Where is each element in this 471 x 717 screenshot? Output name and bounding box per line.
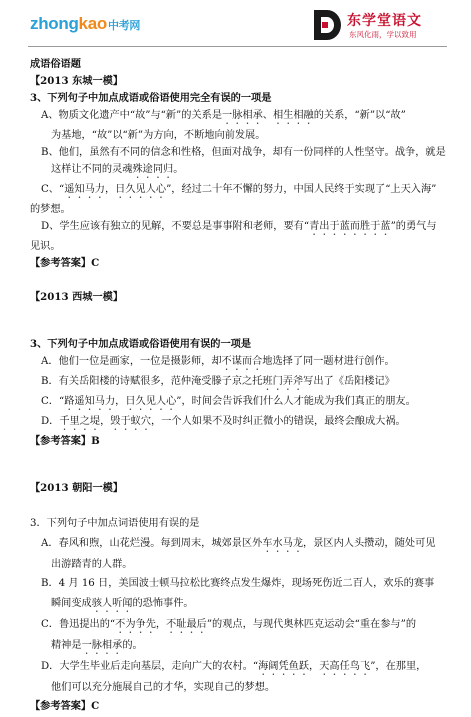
option-b: B、他们，虽然有不同的信念和性格，但面对战争，却有一份同样的人性坚守。战争，就是 (41, 147, 446, 158)
zhongkao-logo[interactable] (30, 14, 140, 34)
option-b: B．4 月 16 日，美国波士顿马拉松比赛终点发生爆炸，现场死伤近二百人，欢乐的赛事 (41, 578, 435, 589)
option-a: A．春风和煦，山花烂漫。每到周末，城郊景区外车水马龙，景区内人头攒动，随处可见 (41, 537, 436, 549)
option-a-cont: 为基地，“故”以“新”为方向，不断地向前发展。 (51, 130, 266, 141)
brand-title: 东学堂语文 (347, 12, 422, 28)
option-a: A、物质文化遗产中“故”与“新”的关系是一脉相承、相生相融的关系，“新”以“故” (41, 110, 406, 121)
question-stem: 3、下列句子中加点成语或俗语使用完全有误的一项是 (30, 92, 272, 104)
header-divider (28, 46, 447, 47)
document-body (30, 56, 448, 717)
option-d-cont: 他们可以充分施展自己的才华，实现自己的梦想。 (51, 681, 276, 693)
brand-slogan: 东风化雨，学以致用 (349, 30, 417, 39)
dongxuetang-logo[interactable] (313, 8, 453, 42)
section-3-body (30, 514, 448, 717)
question-stem: 3、下列句子中加点成语或俗语使用有误的一项是 (30, 338, 252, 350)
option-b: B．有关岳阳楼的诗赋很多，范仲淹受滕子京之托班门弄斧写出了《岳阳楼记》 (41, 376, 395, 387)
logo-word-cn: 中考网 (107, 20, 141, 32)
topic-title: 成语俗语题 (30, 58, 81, 70)
page-header (0, 0, 471, 48)
question-stem: 3．下列句子中加点词语使用有误的是 (30, 518, 200, 529)
answer-key: 【参考答案】C (30, 700, 100, 712)
option-b-cont: 这样让不同的灵魂殊途同归。 (51, 164, 184, 175)
section-heading: 【2013 东城一模】 (30, 75, 124, 87)
option-c: C．“路遥知马力，日久见人心”，时间会告诉我们什么人才能成为我们真正的朋友。 (41, 396, 416, 407)
option-d: D、学生应该有独立的见解，不要总是事事附和老师，要有“青出于蓝而胜于蓝”的勇气与 (41, 221, 437, 232)
answer-key: 【参考答案】B (30, 435, 100, 447)
option-a-cont: 出游踏青的人群。 (51, 558, 133, 570)
option-c-cont: 精神是一脉相承的。 (51, 639, 143, 651)
option-c-cont: 的梦想。 (30, 204, 71, 215)
section-heading: 【2013 朝阳一模】 (30, 482, 124, 494)
section-heading: 【2013 西城一模】 (30, 291, 124, 303)
option-d: D．大学生毕业后走向基层，走向广大的农村。“海阔凭鱼跃，天高任鸟飞”，在那里， (41, 660, 427, 672)
logo-word-kao: kao (78, 14, 107, 33)
answer-key: 【参考答案】C (30, 257, 100, 269)
option-b-cont: 瞬间变成骇人听闻的恐怖事件。 (51, 597, 194, 609)
option-d-cont: 见识。 (30, 241, 61, 252)
option-a: A．他们一位是画家，一位是摄影师，却不谋而合地选择了同一题材进行创作。 (41, 356, 395, 367)
option-c: C．鲁迅提出的“不为争先，不耻最后”的观点，与现代奥林匹克运动会“重在参与”的 (41, 618, 417, 630)
option-c: C、“遥知马力，日久见人心”，经过二十年不懈的努力，中国人民终于实现了“上天入海” (41, 184, 437, 195)
d-brand-icon (313, 8, 343, 42)
logo-word-zhong: zhong (30, 14, 79, 33)
option-d: D．千里之堤，毁于蚁穴，一个人如果不及时纠正微小的错误，最终会酿成大祸。 (41, 416, 406, 427)
